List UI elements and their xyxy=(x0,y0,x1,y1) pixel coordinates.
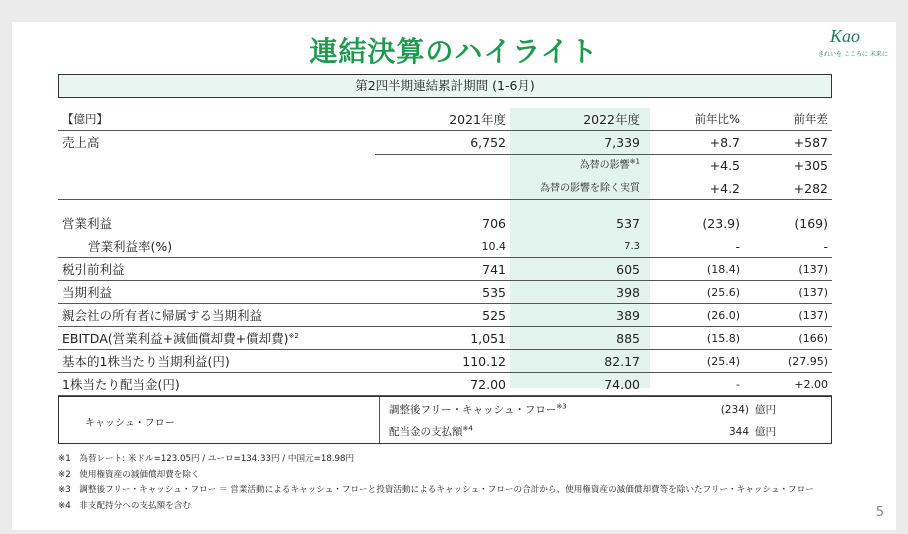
table-header xyxy=(58,108,832,131)
value-2022: 為替の影響を除く実質 xyxy=(540,183,640,194)
value-2022: 7,339 xyxy=(604,135,640,150)
footnote: ※1 為替レート: 米ドル=123.05円 / ユーロ=134.33円 / 中国元=18.98円 xyxy=(58,454,355,464)
value-2021: 10.4 xyxy=(481,240,506,253)
table-row xyxy=(58,373,832,396)
value-2022: 389 xyxy=(616,308,640,323)
table-row xyxy=(58,154,832,177)
dividend-paid-value xyxy=(707,424,776,439)
adjusted-fcf-amount: (234) xyxy=(720,404,749,416)
dividend-paid-text: 配当金の支払額 xyxy=(389,426,463,438)
value-diff: (137) xyxy=(798,263,828,276)
row-label: 基本的1株当たり当期利益(円) xyxy=(62,354,230,369)
row-label: 営業利益率(%) xyxy=(88,239,173,254)
value-diff: (137) xyxy=(798,309,828,322)
value-diff: - xyxy=(823,239,828,254)
value-yoy: - xyxy=(736,378,740,391)
value-yoy: (18.4) xyxy=(706,263,740,276)
value-diff: +282 xyxy=(793,181,828,196)
adjusted-fcf-label xyxy=(389,402,567,417)
page-number: 5 xyxy=(875,505,884,520)
value-2022 xyxy=(580,154,640,177)
value-2022: 605 xyxy=(616,262,640,277)
fx-impact-label: 為替の影響 xyxy=(579,160,630,171)
value-diff: (27.95) xyxy=(787,355,828,368)
table-row xyxy=(58,327,832,350)
value-2021: 1,051 xyxy=(470,331,506,346)
adjusted-fcf-value xyxy=(707,402,776,417)
value-yoy: (23.9) xyxy=(702,216,740,231)
kao-logo xyxy=(818,26,888,62)
value-2021: 110.12 xyxy=(462,354,506,369)
dividend-paid-label xyxy=(389,424,473,439)
page-title: 連結決算のハイライト xyxy=(309,35,599,68)
table-row xyxy=(58,212,832,235)
value-2022: 885 xyxy=(616,331,640,346)
value-yoy: (25.6) xyxy=(706,286,740,299)
footnotes xyxy=(58,452,814,514)
logo-tagline: きれいを こころに 未来に xyxy=(818,51,888,58)
unit: 億円 xyxy=(755,426,776,438)
value-2022: 74.00 xyxy=(604,377,640,392)
header-2021: 2021年度 xyxy=(449,112,506,127)
header-2022: 2022年度 xyxy=(583,112,640,127)
value-2022: 82.17 xyxy=(604,354,640,369)
row-label: 当期利益 xyxy=(62,285,113,300)
value-diff: +587 xyxy=(793,135,828,150)
value-diff: (137) xyxy=(798,286,828,299)
value-2021: 72.00 xyxy=(470,377,506,392)
note-ref: ※1 xyxy=(629,157,640,166)
value-yoy: +4.5 xyxy=(709,158,740,173)
note-ref: ※3 xyxy=(556,402,567,411)
footnote: ※3 調整後フリー・キャッシュ・フロー ＝ 営業活動によるキャッシュ・フローと投資活動によるキャッシュ・フローの合計から、使用権資産の減価償却費等を除いたフリー・キャッシュ・フロー xyxy=(58,485,814,495)
cash-flow-label: キャッシュ・フロー xyxy=(85,418,175,429)
value-yoy: +8.7 xyxy=(709,135,740,150)
table-row xyxy=(58,258,832,281)
footnote: ※2 使用権資産の減価償却費を除く xyxy=(58,469,200,480)
table-row xyxy=(58,281,832,304)
table-row xyxy=(58,304,832,327)
value-2022: 7.3 xyxy=(624,241,640,252)
row-label: 税引前利益 xyxy=(62,262,125,277)
ebitda-label: EBITDA(営業利益+減価償却費+償却費) xyxy=(62,331,289,346)
table-row xyxy=(58,177,832,200)
header-yoy: 前年比% xyxy=(694,112,740,126)
table-row xyxy=(58,131,832,154)
value-diff: (169) xyxy=(794,216,828,231)
period-banner: 第2四半期連結累計期間 (1-6月) xyxy=(58,74,832,98)
cash-flow-box xyxy=(58,396,832,444)
row-label: 1株当たり配当金(円) xyxy=(62,377,180,392)
header-diff: 前年差 xyxy=(793,112,828,126)
logo-word: Kao xyxy=(830,26,861,46)
value-yoy: - xyxy=(735,239,740,254)
row-label: 親会社の所有者に帰属する当期利益 xyxy=(62,308,263,323)
note-ref: ※2 xyxy=(288,331,299,340)
value-yoy: +4.2 xyxy=(709,181,740,196)
adjusted-fcf-text: 調整後フリー・キャッシュ・フロー xyxy=(389,404,557,416)
value-diff: +2.00 xyxy=(794,378,828,391)
table-row xyxy=(58,350,832,373)
value-2021: 535 xyxy=(482,285,506,300)
value-2021: 6,752 xyxy=(470,135,506,150)
value-diff: +305 xyxy=(793,158,828,173)
value-yoy: (15.8) xyxy=(706,332,740,345)
slide xyxy=(12,22,896,530)
note-ref: ※4 xyxy=(462,424,473,433)
value-2022: 537 xyxy=(616,216,640,231)
value-2021: 706 xyxy=(482,216,506,231)
value-diff: (166) xyxy=(798,332,828,345)
row-label: 売上高 xyxy=(62,135,100,150)
value-2021: 741 xyxy=(482,262,506,277)
unit-label: 【億円】 xyxy=(62,112,108,126)
value-2021: 525 xyxy=(482,308,506,323)
value-yoy: (25.4) xyxy=(706,355,740,368)
unit: 億円 xyxy=(755,404,776,416)
row-label: 営業利益 xyxy=(62,216,113,231)
table-row xyxy=(58,235,832,258)
row-label xyxy=(62,327,299,350)
dividend-paid-amount: 344 xyxy=(728,426,749,438)
divider xyxy=(379,397,380,443)
value-yoy: (26.0) xyxy=(706,309,740,322)
value-2022: 398 xyxy=(616,285,640,300)
footnote: ※4 非支配持分への支払額を含む xyxy=(58,500,191,511)
